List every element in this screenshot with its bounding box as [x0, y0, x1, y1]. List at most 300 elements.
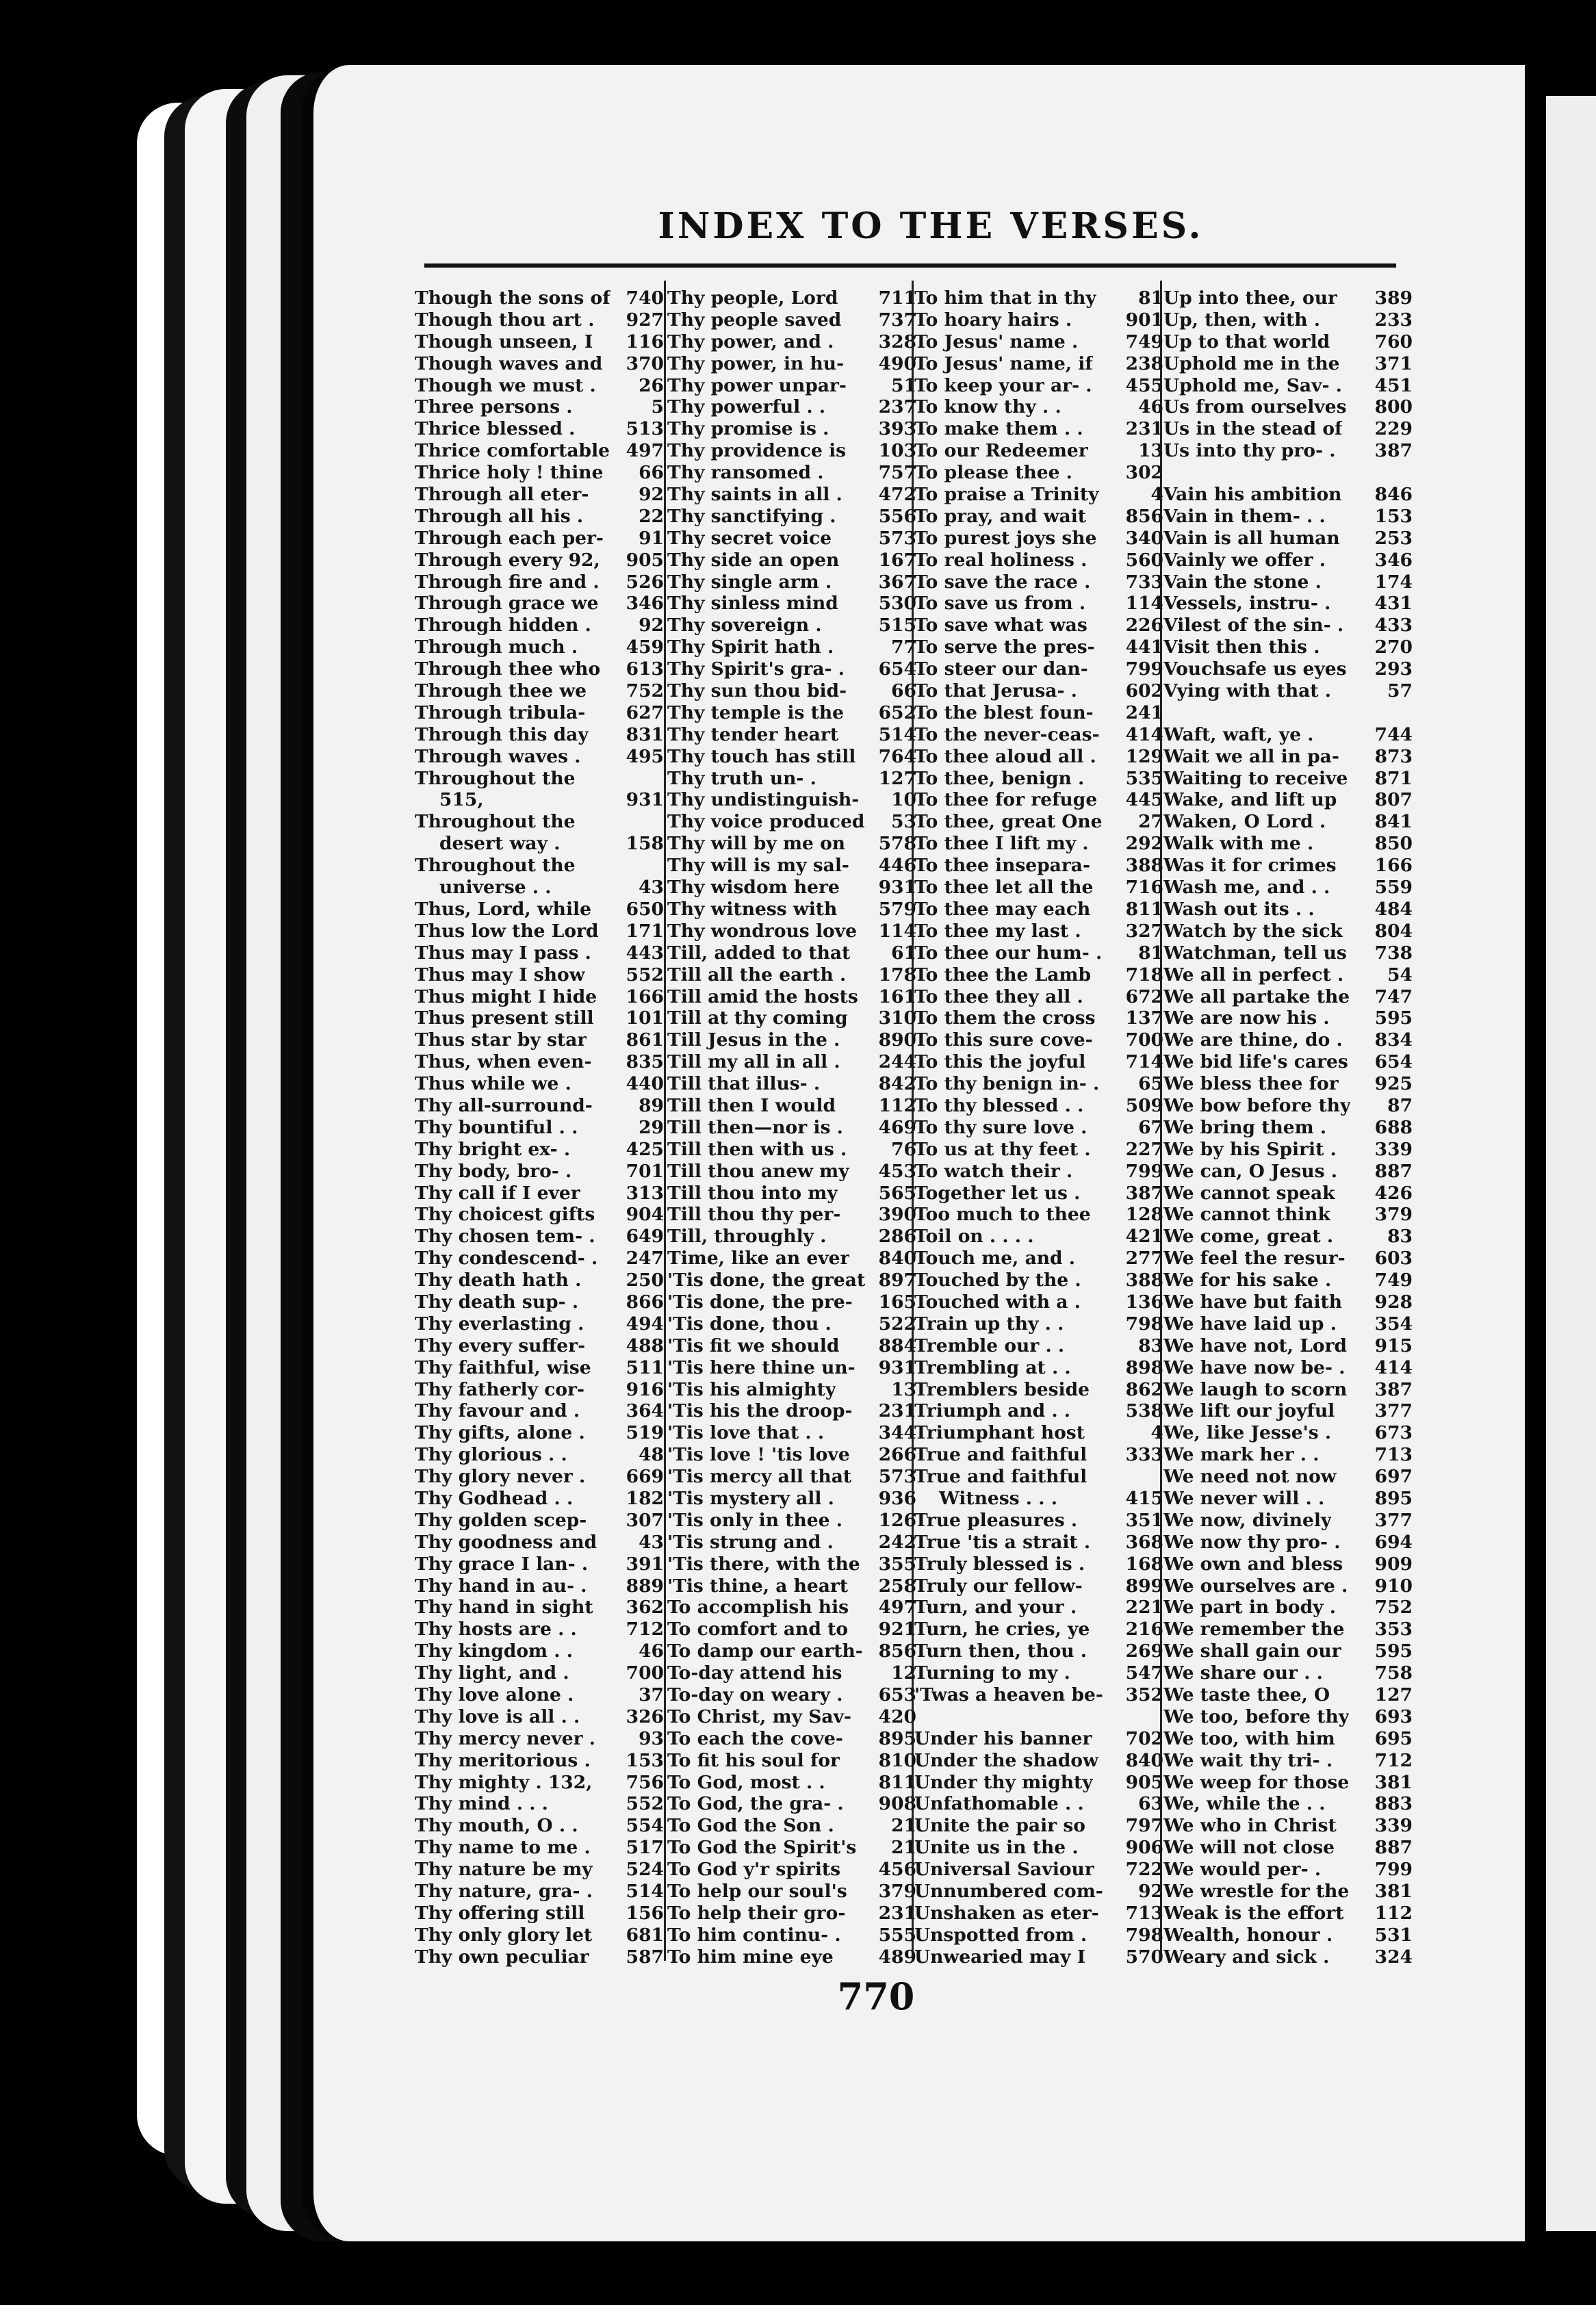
index-entry [914, 1881, 1163, 1903]
index-entry [667, 1903, 916, 1924]
entry-text: 'Tis mystery all . [667, 1487, 834, 1509]
entry-number: 931 [878, 877, 916, 899]
entry-text: To thee insepara- [914, 855, 1090, 877]
entry-number: 846 [1374, 484, 1413, 506]
index-entry [667, 1488, 916, 1510]
entry-text: Thy Spirit's gra- . [667, 658, 845, 680]
entry-text: 'Tis thine, a heart [667, 1575, 849, 1597]
entry-text: Thy body, bro- . [415, 1160, 572, 1182]
entry-number: 756 [626, 1771, 664, 1793]
entry-text: We laugh to scorn [1163, 1378, 1348, 1400]
entry-text: Weak is the effort [1163, 1902, 1344, 1924]
entry-text: Vain the stone . [1163, 571, 1322, 593]
index-entry [914, 1051, 1163, 1073]
entry-text: We have not, Lord [1163, 1335, 1348, 1356]
entry-text: To thee for refuge [914, 789, 1098, 811]
index-entry [1163, 1357, 1413, 1379]
index-entry [415, 833, 664, 855]
entry-text: Thus may I pass . [415, 942, 591, 964]
entry-text: 'Twas a heaven be- [914, 1684, 1103, 1705]
entry-text: We who in Christ [1163, 1815, 1337, 1837]
index-entry [667, 615, 916, 636]
entry-text: Thrice holy ! thine [415, 462, 604, 484]
entry-text: To thee may each [914, 898, 1091, 920]
index-entry [415, 1270, 664, 1291]
entry-number: 101 [626, 1007, 664, 1029]
index-entry [415, 1815, 664, 1837]
index-entry [1163, 440, 1413, 462]
entry-number: 613 [626, 658, 664, 680]
entry-number: 455 [1125, 374, 1163, 396]
entry-text: Till thou anew my [667, 1160, 849, 1182]
entry-number: 21 [891, 1815, 916, 1837]
entry-number: 421 [1125, 1226, 1163, 1248]
entry-text: Thy grace I lan- . [415, 1553, 589, 1575]
entry-number: 420 [878, 1705, 916, 1727]
entry-number: 414 [1374, 1356, 1413, 1378]
index-entry [1163, 484, 1413, 506]
entry-number: 453 [878, 1160, 916, 1182]
entry-text: To him mine eye [667, 1946, 834, 1968]
entry-number: 652 [878, 701, 916, 723]
entry-text: Through thee we [415, 680, 587, 702]
entry-number: 238 [1125, 352, 1163, 374]
entry-number: 425 [626, 1138, 664, 1160]
entry-number: 83 [1387, 1226, 1413, 1248]
index-entry [415, 1379, 664, 1401]
entry-number: 898 [1125, 1356, 1163, 1378]
entry-text: Till thou into my [667, 1182, 838, 1204]
entry-text: To pray, and wait [914, 505, 1087, 527]
entry-text: Vouchsafe us eyes [1163, 658, 1347, 680]
index-entry [667, 1793, 916, 1815]
entry-text: Toil on . . . . [914, 1226, 1034, 1248]
index-entry [1163, 1313, 1413, 1335]
entry-text: 'Tis done, the pre- [667, 1291, 853, 1313]
index-entry [1163, 1029, 1413, 1051]
entry-text: Till amid the hosts [667, 986, 858, 1007]
entry-text: We now thy pro- . [1163, 1531, 1341, 1553]
entry-number: 897 [878, 1270, 916, 1291]
entry-number: 370 [626, 352, 664, 374]
entry-text: To thee they all . [914, 986, 1083, 1007]
entry-number: 114 [878, 920, 916, 942]
index-entry [415, 1335, 664, 1357]
entry-number: 811 [878, 1771, 916, 1793]
entry-number: 353 [1374, 1619, 1413, 1640]
index-entry [415, 636, 664, 658]
index-entry [415, 331, 664, 353]
index-entry [415, 1357, 664, 1379]
entry-number: 799 [1125, 1160, 1163, 1182]
entry-text: We for his sake . [1163, 1270, 1332, 1291]
index-entry [415, 1554, 664, 1575]
entry-text: We need not now [1163, 1466, 1337, 1488]
entry-number: 530 [878, 593, 916, 615]
entry-number: 554 [626, 1815, 664, 1837]
entry-text: We come, great . [1163, 1226, 1334, 1248]
index-entry [667, 309, 916, 331]
index-entry [1163, 833, 1413, 855]
entry-number: 702 [1125, 1727, 1163, 1749]
entry-number: 538 [1125, 1400, 1163, 1422]
index-entry [415, 1706, 664, 1728]
index-entry [415, 375, 664, 397]
entry-number: 66 [639, 462, 664, 484]
entry-number: 840 [878, 1248, 916, 1270]
entry-number: 433 [1374, 615, 1413, 636]
index-entry [914, 789, 1163, 811]
index-entry [415, 680, 664, 702]
entry-number: 519 [626, 1422, 664, 1444]
index-entry [415, 1226, 664, 1248]
entry-text: To thy benign in- . [914, 1073, 1100, 1095]
entry-number: 459 [626, 636, 664, 658]
entry-text: Till Jesus in the . [667, 1029, 840, 1051]
entry-number: 393 [878, 418, 916, 440]
index-entry [914, 506, 1163, 528]
entry-number: 136 [1125, 1291, 1163, 1313]
index-entry [914, 942, 1163, 964]
index-entry [914, 1095, 1163, 1117]
entry-number: 595 [1374, 1007, 1413, 1029]
index-entry [415, 746, 664, 768]
entry-number: 247 [626, 1248, 664, 1270]
entry-text: Throughout the [415, 855, 576, 877]
entry-number: 693 [1374, 1705, 1413, 1727]
entry-number: 81 [1138, 942, 1163, 964]
index-entry [1163, 418, 1413, 440]
entry-number: 714 [1125, 1051, 1163, 1073]
index-entry [415, 1640, 664, 1662]
entry-text: Uphold me, Sav- . [1163, 374, 1342, 396]
entry-number: 713 [1125, 1902, 1163, 1924]
index-entry [914, 1226, 1163, 1248]
entry-number: 901 [1125, 309, 1163, 331]
entry-number: 352 [1125, 1684, 1163, 1705]
entry-number: 127 [878, 767, 916, 789]
index-entry [1163, 768, 1413, 790]
entry-number: 158 [626, 833, 664, 855]
index-entry [914, 833, 1163, 855]
entry-number: 556 [878, 505, 916, 527]
index-entry [667, 1313, 916, 1335]
entry-text: Thrice comfortable [415, 440, 610, 462]
entry-number: 511 [626, 1356, 664, 1378]
entry-text: Unspotted from . [914, 1924, 1087, 1946]
index-entry [667, 811, 916, 833]
entry-text: To watch their . [914, 1160, 1073, 1182]
entry-number: 381 [1374, 1771, 1413, 1793]
entry-text: Thus present still [415, 1007, 594, 1029]
entry-number: 517 [626, 1837, 664, 1859]
entry-text: Triumph and . . [914, 1400, 1071, 1422]
index-entry [415, 550, 664, 571]
index-entry [1163, 1510, 1413, 1532]
entry-text: Throughout the [415, 767, 576, 789]
index-entry [914, 1662, 1163, 1684]
entry-text: Through each per- [415, 527, 604, 549]
entry-text: Thy gifts, alone . [415, 1422, 585, 1444]
entry-number: 653 [878, 1684, 916, 1705]
entry-text: 'Tis here thine un- [667, 1356, 855, 1378]
entry-number: 27 [1138, 811, 1163, 833]
entry-number: 799 [1374, 1859, 1413, 1881]
index-entry [415, 1095, 664, 1117]
entry-number: 270 [1374, 636, 1413, 658]
entry-text: Till my all in all . [667, 1051, 840, 1073]
entry-text: Thy only glory let [415, 1924, 593, 1946]
entry-text: To keep your ar- . [914, 374, 1092, 396]
index-entry [1163, 1161, 1413, 1183]
entry-text: True 'tis a strait . [914, 1531, 1091, 1553]
entry-number: 835 [626, 1051, 664, 1073]
index-entry [415, 1183, 664, 1205]
entry-text: Turning to my . [914, 1662, 1070, 1684]
entry-number: 114 [1125, 593, 1163, 615]
index-entry [914, 1379, 1163, 1401]
index-entry [914, 1073, 1163, 1095]
entry-text: To God, the gra- . [667, 1793, 844, 1815]
index-entry [914, 1532, 1163, 1554]
entry-text: Tremblers beside [914, 1378, 1090, 1400]
entry-text: To save us from . [914, 593, 1086, 615]
index-entry [1163, 811, 1413, 833]
entry-text: Though unseen, I [415, 331, 593, 352]
entry-text: Thy sinless mind [667, 593, 838, 615]
entry-text: Thy everlasting . [415, 1313, 584, 1335]
index-entry [667, 1248, 916, 1270]
entry-text: 'Tis strung and . [667, 1531, 834, 1553]
index-entry [667, 506, 916, 528]
entry-number: 116 [626, 331, 664, 352]
entry-number: 713 [1374, 1444, 1413, 1466]
entry-number: 764 [878, 745, 916, 767]
entry-text: Touched by the . [914, 1270, 1081, 1291]
entry-number: 233 [1374, 309, 1413, 331]
index-entry [914, 1946, 1163, 1968]
entry-text: Under thy mighty [914, 1771, 1093, 1793]
index-entry [1163, 920, 1413, 942]
entry-number: 526 [626, 571, 664, 593]
entry-text: To thee the Lamb [914, 964, 1091, 986]
index-entry [415, 724, 664, 746]
entry-number: 752 [1374, 1597, 1413, 1619]
index-column-2 [667, 287, 916, 1968]
index-entry [1163, 1706, 1413, 1728]
entry-text: Thrice blessed . [415, 418, 576, 440]
entry-number: 446 [878, 855, 916, 877]
index-entry [667, 1640, 916, 1662]
index-entry [914, 658, 1163, 680]
index-entry [415, 396, 664, 418]
entry-text: Through every 92, [415, 549, 600, 571]
entry-text: Thy hand in sight [415, 1597, 593, 1619]
index-entry [667, 1161, 916, 1183]
entry-number: 747 [1374, 986, 1413, 1007]
entry-number: 53 [891, 811, 916, 833]
entry-number: 174 [1374, 571, 1413, 593]
index-entry [667, 877, 916, 899]
entry-text: Turn, he cries, ye [914, 1619, 1090, 1640]
entry-number: 871 [1374, 767, 1413, 789]
index-entry [914, 986, 1163, 1008]
entry-text: We cannot speak [1163, 1182, 1335, 1204]
entry-text: Through this day [415, 723, 589, 745]
entry-text: Thy sovereign . [667, 615, 822, 636]
index-entry [914, 1706, 1163, 1728]
index-entry [667, 353, 916, 375]
index-entry [415, 1662, 664, 1684]
entry-number: 760 [1374, 331, 1413, 352]
entry-text: Thus, when even- [415, 1051, 592, 1073]
index-entry [1163, 1248, 1413, 1270]
index-entry [667, 1029, 916, 1051]
entry-text: Unfathomable . . [914, 1793, 1084, 1815]
entry-text: Till, added to that [667, 942, 851, 964]
entry-number: 472 [878, 484, 916, 506]
entry-text: Waft, waft, ye . [1163, 723, 1314, 745]
entry-number: 758 [1374, 1662, 1413, 1684]
entry-text: Vain is all human [1163, 527, 1340, 549]
entry-text: To fit his soul for [667, 1749, 840, 1771]
index-entry [1163, 1837, 1413, 1859]
entry-text: To make them . . [914, 418, 1083, 440]
entry-number: 167 [878, 549, 916, 571]
entry-text: We would per- . [1163, 1859, 1322, 1881]
entry-text: Us in the stead of [1163, 418, 1343, 440]
entry-number: 681 [626, 1924, 664, 1946]
index-entry [914, 1291, 1163, 1313]
entry-text: We all in perfect . [1163, 964, 1344, 986]
index-entry [667, 899, 916, 920]
entry-number: 733 [1125, 571, 1163, 593]
index-entry [667, 1117, 916, 1139]
entry-number: 752 [626, 680, 664, 702]
entry-text: We have but faith [1163, 1291, 1343, 1313]
entry-text: Turn, and your . [914, 1597, 1077, 1619]
entry-number: 46 [639, 1640, 664, 1662]
entry-number: 237 [878, 396, 916, 418]
entry-number: 166 [1374, 855, 1413, 877]
entry-text: Thy providence is [667, 440, 847, 462]
entry-text: Thy temple is the [667, 701, 845, 723]
index-entry [914, 964, 1163, 986]
entry-number: 165 [878, 1291, 916, 1313]
entry-number: 379 [878, 1881, 916, 1903]
entry-text: To thee, benign . [914, 767, 1085, 789]
entry-number: 738 [1374, 942, 1413, 964]
entry-number: 861 [626, 1029, 664, 1051]
index-entry [914, 615, 1163, 636]
entry-number: 887 [1374, 1160, 1413, 1182]
entry-text: We all partake the [1163, 986, 1350, 1007]
entry-number: 810 [878, 1749, 916, 1771]
entry-number: 862 [1125, 1378, 1163, 1400]
index-entry [667, 1139, 916, 1161]
index-entry [415, 702, 664, 724]
entry-number: 883 [1374, 1793, 1413, 1815]
index-entry [415, 484, 664, 506]
index-entry [914, 1510, 1163, 1532]
entry-number: 112 [878, 1094, 916, 1116]
index-entry [1163, 1903, 1413, 1924]
index-entry [415, 1488, 664, 1510]
entry-number: 346 [1374, 549, 1413, 571]
entry-text: Till, throughly . [667, 1226, 827, 1248]
index-entry [1163, 1270, 1413, 1291]
entry-number: 672 [1125, 986, 1163, 1007]
entry-number: 697 [1374, 1466, 1413, 1488]
index-entry [1163, 571, 1413, 593]
index-entry [914, 1007, 1163, 1029]
entry-text: Thy people, Lord [667, 287, 838, 309]
index-entry [914, 1728, 1163, 1750]
entry-number: 895 [878, 1727, 916, 1749]
entry-text: Thy hand in au- . [415, 1575, 587, 1597]
entry-number: 43 [639, 1531, 664, 1553]
entry-text: We are now his . [1163, 1007, 1330, 1029]
index-entry [914, 287, 1163, 309]
entry-number: 26 [639, 374, 664, 396]
entry-text: Under the shadow [914, 1749, 1098, 1771]
entry-text: 'Tis mercy all that [667, 1466, 852, 1488]
header-rule [424, 263, 1396, 268]
entry-text: Till then I would [667, 1094, 836, 1116]
index-entry [667, 789, 916, 811]
entry-number: 535 [1125, 767, 1163, 789]
entry-number: 722 [1125, 1859, 1163, 1881]
entry-number: 81 [1138, 287, 1163, 309]
entry-text: 515, [439, 789, 484, 811]
index-entry [667, 1750, 916, 1772]
index-entry [914, 768, 1163, 790]
entry-text: We too, before thy [1163, 1705, 1350, 1727]
index-entry [667, 1772, 916, 1794]
entry-number: 244 [878, 1051, 916, 1073]
index-entry [667, 746, 916, 768]
entry-number: 241 [1125, 701, 1163, 723]
entry-number: 89 [639, 1094, 664, 1116]
entry-number: 740 [626, 287, 664, 309]
index-entry [667, 462, 916, 484]
index-entry [667, 1095, 916, 1117]
entry-number: 579 [878, 898, 916, 920]
index-entry [914, 1444, 1163, 1466]
page-number: 770 [837, 1974, 915, 2018]
index-entry [1163, 942, 1413, 964]
index-entry [914, 331, 1163, 353]
entry-text: Us from ourselves [1163, 396, 1347, 418]
entry-text: Through all his . [415, 505, 584, 527]
index-entry [415, 1291, 664, 1313]
index-entry [415, 440, 664, 462]
index-entry [415, 1117, 664, 1139]
entry-text: Thy witness with [667, 898, 838, 920]
index-entry [415, 1750, 664, 1772]
entry-number: 807 [1374, 789, 1413, 811]
index-entry [415, 658, 664, 680]
entry-text: Through all eter- [415, 484, 589, 506]
entry-text: 'Tis love ! 'tis love [667, 1444, 850, 1466]
entry-text: Wash out its . . [1163, 898, 1315, 920]
entry-number: 904 [626, 1204, 664, 1226]
entry-text: Thy all-surround- [415, 1094, 593, 1116]
index-entry [1163, 375, 1413, 397]
index-entry [1163, 1291, 1413, 1313]
entry-text: To please thee . [914, 462, 1072, 484]
entry-number: 126 [878, 1509, 916, 1531]
